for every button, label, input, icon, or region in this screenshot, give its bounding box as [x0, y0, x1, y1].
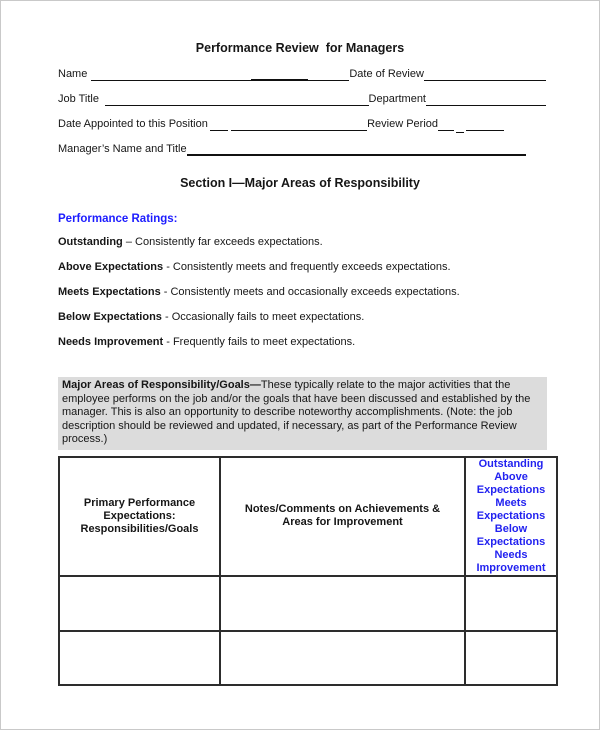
- manager-name-title-label: Manager’s Name and Title: [58, 143, 187, 155]
- note-lead: Major Areas of Responsibility/Goals—: [62, 379, 261, 391]
- review-period-input-line-short[interactable]: [438, 118, 454, 131]
- document-title: Performance Review for Managers: [195, 41, 405, 55]
- date-appointed-input-line-short[interactable]: [210, 118, 228, 131]
- performance-ratings-heading: Performance Ratings:: [58, 213, 178, 225]
- header-line: Areas for Improvement: [282, 516, 403, 529]
- form-area: [58, 68, 546, 156]
- rating-option: Meets Expectations: [476, 496, 546, 522]
- rating-separator: -: [163, 261, 173, 273]
- header-line: Expectations:: [103, 509, 176, 522]
- review-period-input-dash[interactable]: [456, 120, 464, 133]
- rating-description: Consistently meets and occasionally exceeds expectations.: [170, 286, 460, 298]
- rating-needs-improvement: [58, 324, 599, 349]
- review-period-label: Review Period: [367, 118, 438, 130]
- rating-separator: -: [160, 286, 171, 298]
- rating-separator: -: [163, 336, 173, 348]
- expectations-cell[interactable]: [59, 631, 220, 685]
- rating-description: Consistently far exceeds expectations.: [135, 236, 323, 248]
- form-row-jobtitle-department: [58, 93, 546, 106]
- major-areas-note: [58, 377, 547, 450]
- responsibilities-table: [58, 456, 558, 686]
- form-row-name-date: [58, 68, 546, 81]
- table-header-row: [59, 457, 557, 576]
- job-title-label: Job Title: [58, 93, 99, 105]
- rating-description: Consistently meets and frequently exceeds expectations.: [172, 261, 451, 273]
- rating-outstanding: [58, 225, 599, 249]
- rating-option: Needs Improvement: [476, 548, 546, 574]
- name-input-line-thick[interactable]: [251, 67, 308, 81]
- rating-term: Meets Expectations: [58, 286, 161, 298]
- rating-cell[interactable]: [465, 631, 557, 685]
- header-line: Notes/Comments on Achievements &: [244, 503, 441, 516]
- rating-term: Above Expectations: [58, 261, 164, 273]
- notes-cell[interactable]: [220, 631, 465, 685]
- rating-option: Above Expectations: [476, 470, 546, 496]
- rating-separator: -: [161, 311, 172, 323]
- rating-above-expectations: [58, 249, 599, 274]
- name-input-line[interactable]: [91, 68, 251, 81]
- date-appointed-input-line[interactable]: [231, 118, 367, 131]
- note-body: These typically relate to the major activities that the employee performs on the job and/or the goals that have been discussed and established by the manager. This is also an opportunity to describe noteworthy accomplishments. (Note: the job description should be reviewed and updated, if necessary, as part of the Performance Review process.): [62, 379, 531, 446]
- job-title-input-line[interactable]: [105, 93, 369, 106]
- header-line: Responsibilities/Goals: [80, 522, 199, 535]
- rating-term: Outstanding: [58, 236, 123, 248]
- rating-term: Needs Improvement: [58, 336, 164, 348]
- col-header-notes-comments: [220, 457, 465, 576]
- name-input-line-end[interactable]: [308, 68, 349, 81]
- manager-name-title-input-line[interactable]: [187, 142, 526, 156]
- rating-description: Frequently fails to meet expectations.: [172, 336, 356, 348]
- table-row: [59, 631, 557, 685]
- col-header-rating-options: [465, 457, 557, 576]
- rating-term: Below Expectations: [58, 311, 162, 323]
- rating-option: Outstanding: [478, 457, 544, 470]
- rating-option: Below Expectations: [476, 522, 546, 548]
- section1-heading: Section I—Major Areas of Responsibility: [180, 176, 420, 190]
- department-input-line[interactable]: [426, 93, 546, 106]
- form-row-appointed-period: [58, 118, 504, 131]
- col-header-primary-expectations: [59, 457, 220, 576]
- rating-cell[interactable]: [465, 576, 557, 631]
- header-line: Primary Performance: [83, 496, 196, 509]
- date-of-review-input-line[interactable]: [424, 68, 546, 81]
- name-label: Name: [58, 68, 88, 80]
- rating-description: Occasionally fails to meet expectations.: [171, 311, 365, 323]
- rating-meets-expectations: [58, 274, 599, 299]
- rating-below-expectations: [58, 299, 599, 324]
- rating-separator: –: [122, 236, 136, 248]
- date-of-review-label: Date of Review: [349, 68, 424, 80]
- date-appointed-label: Date Appointed to this Position: [58, 118, 208, 130]
- table-row: [59, 576, 557, 631]
- expectations-cell[interactable]: [59, 576, 220, 631]
- department-label: Department: [368, 93, 426, 105]
- form-row-manager: [58, 143, 526, 156]
- review-period-input-line[interactable]: [466, 118, 504, 131]
- notes-cell[interactable]: [220, 576, 465, 631]
